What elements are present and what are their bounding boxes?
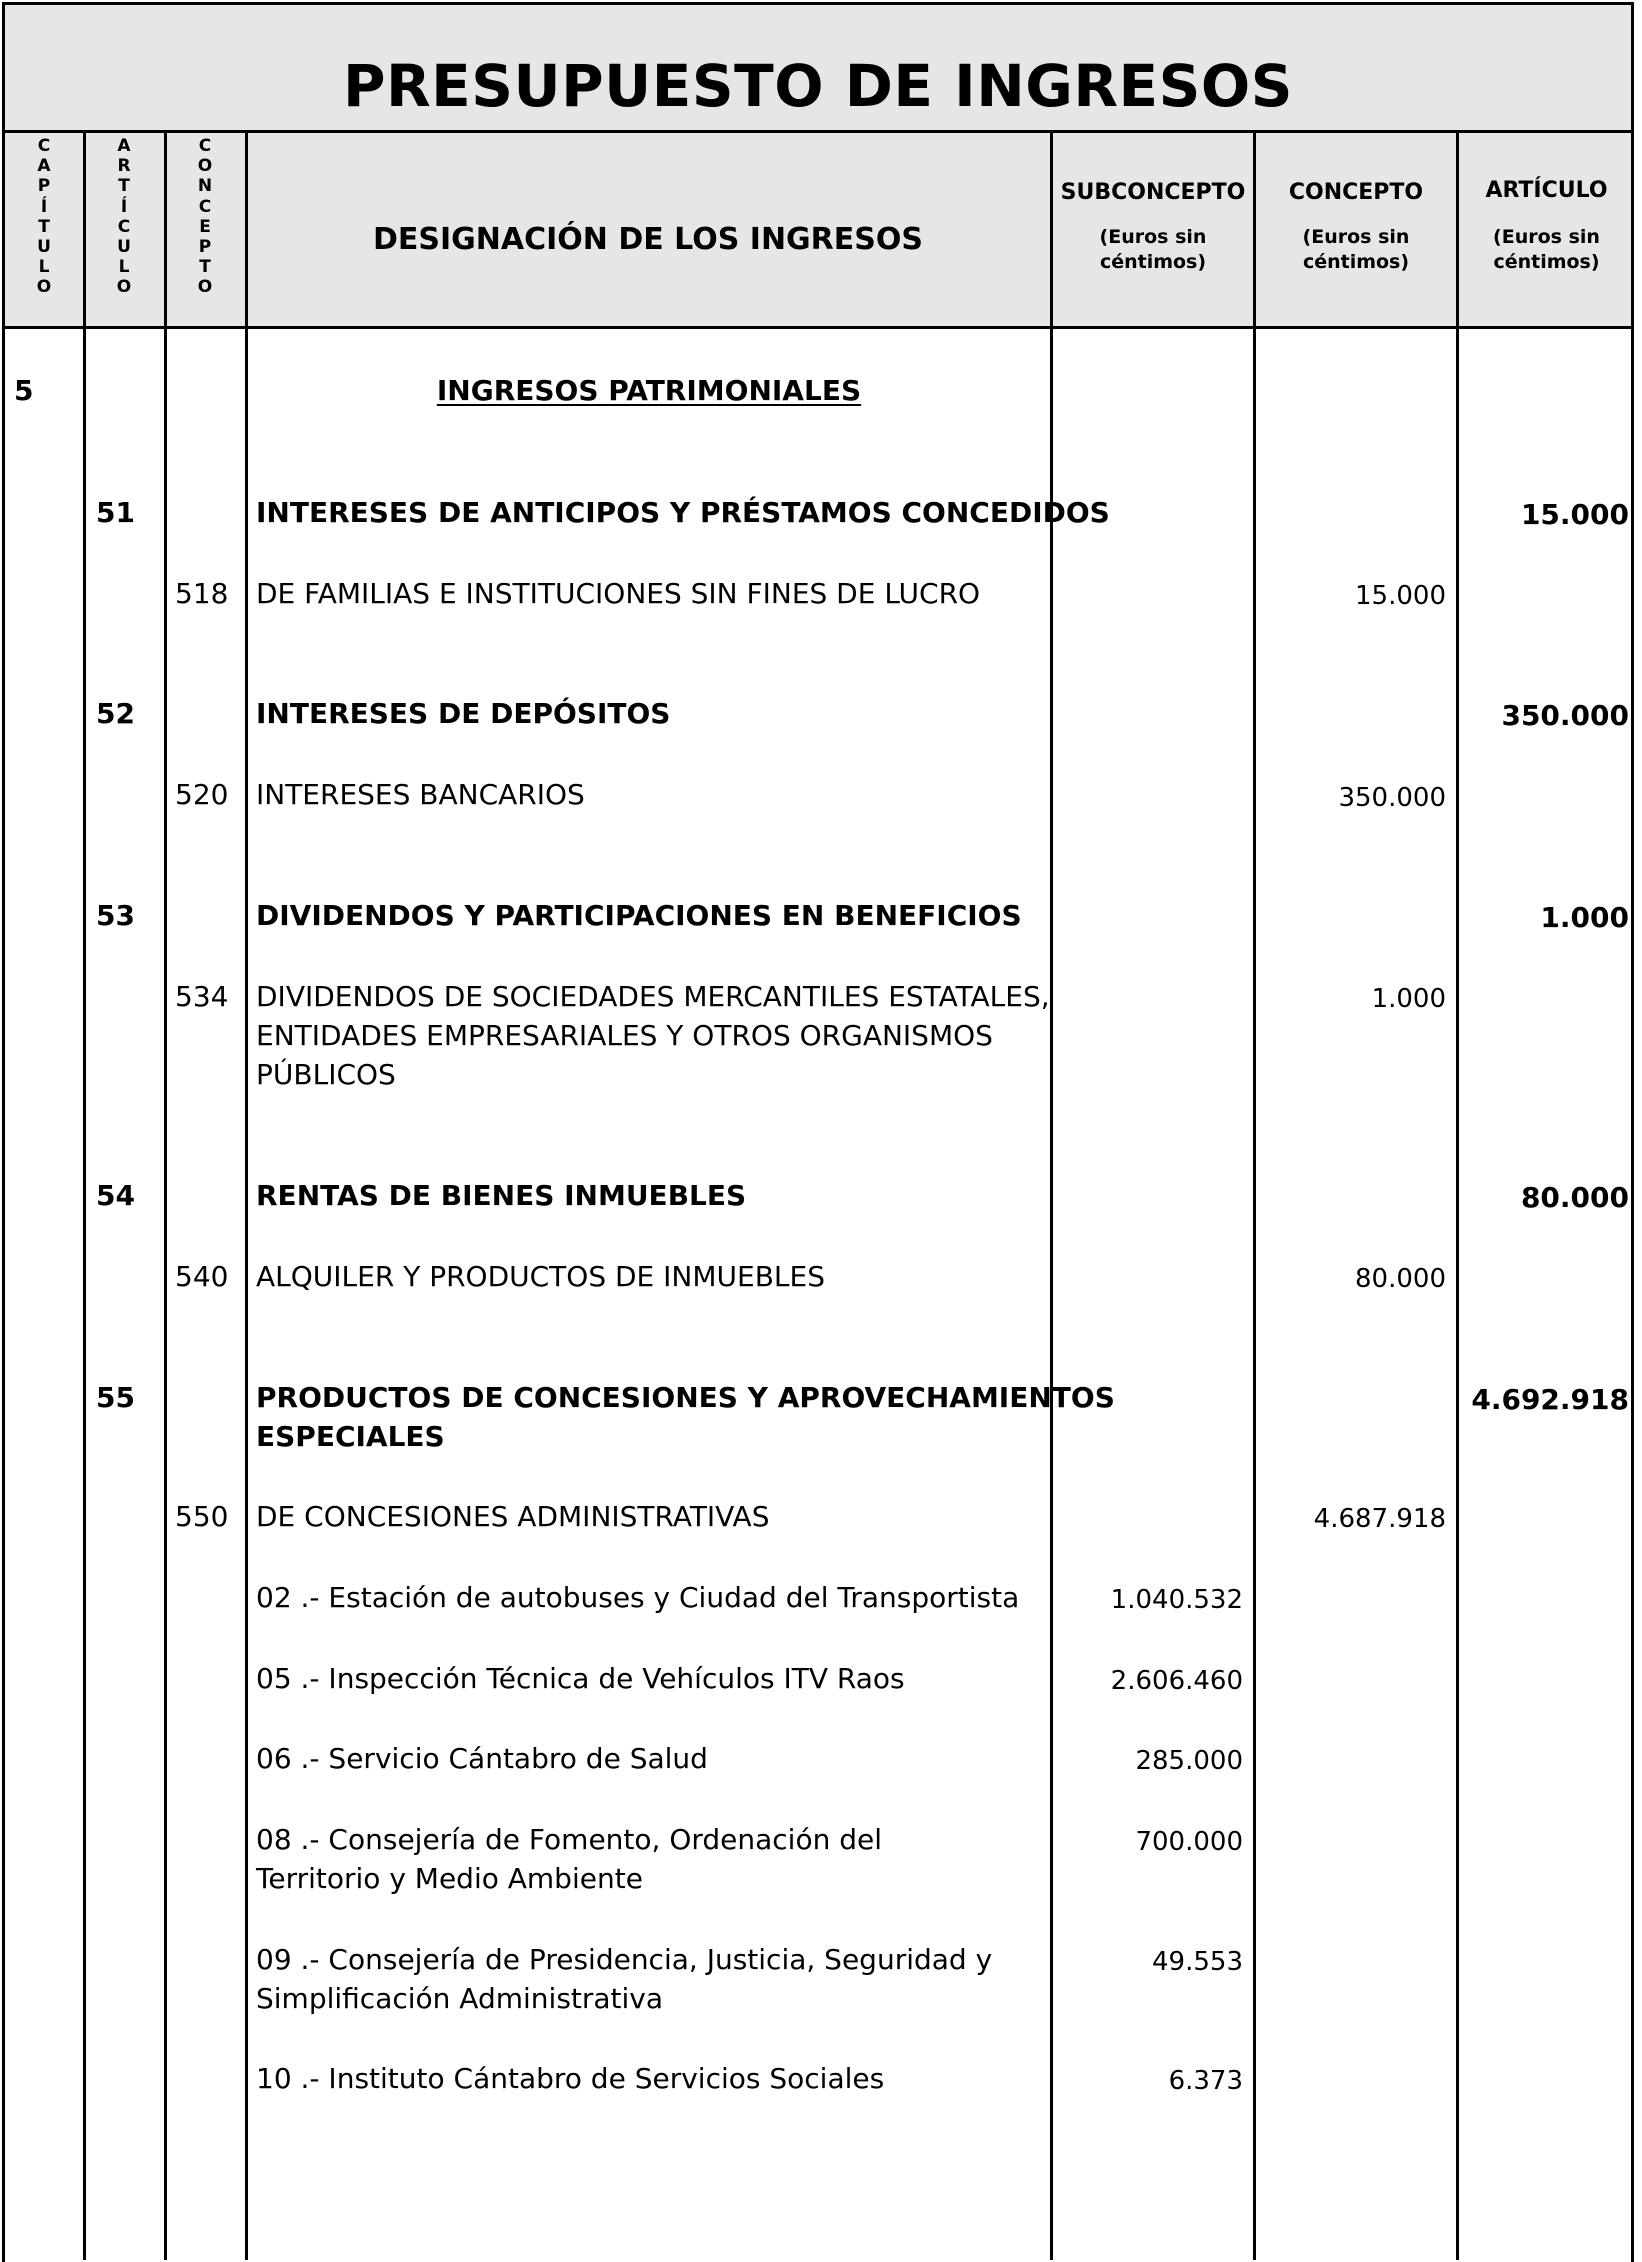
concepto-code: 534	[175, 980, 229, 1013]
concepto-code: 518	[175, 577, 229, 610]
articulo-code: 52	[96, 697, 135, 730]
designacion-text: ALQUILER Y PRODUCTOS DE INMUEBLES	[256, 1260, 825, 1293]
designacion-line: ENTIDADES EMPRESARIALES Y OTROS ORGANISMOS	[256, 1019, 993, 1052]
importe-concepto: 15.000	[1355, 581, 1446, 611]
subconcepto-text: 02 .- Estación de autobuses y Ciudad del Transportista	[256, 1581, 1020, 1614]
page-title: PRESUPUESTO DE INGRESOS	[342, 52, 1294, 120]
subconcepto-text: 05 .- Inspección Técnica de Vehículos ITV Raos	[256, 1662, 905, 1695]
designacion-text: INTERESES BANCARIOS	[256, 778, 585, 811]
importe-subconcepto: 6.373	[1168, 2066, 1243, 2096]
importe-subconcepto: 700.000	[1135, 1827, 1243, 1857]
importe-subconcepto: 49.553	[1152, 1947, 1243, 1977]
designacion-text: INTERESES DE ANTICIPOS Y PRÉSTAMOS CONCEDIDOS	[256, 496, 1110, 529]
importe-subconcepto: 2.606.460	[1110, 1666, 1243, 1696]
importe-articulo: 350.000	[1501, 699, 1629, 732]
articulo-code: 55	[96, 1381, 135, 1414]
designacion-line: PRODUCTOS DE CONCESIONES Y APROVECHAMIENTOS	[256, 1381, 1115, 1414]
concepto-code: 520	[175, 778, 229, 811]
chapter-title: INGRESOS PATRIMONIALES	[436, 374, 862, 407]
articulo-code: 53	[96, 899, 135, 932]
importe-concepto: 80.000	[1355, 1264, 1446, 1294]
header-subconcepto: SUBCONCEPTO (Euros sin céntimos)	[1060, 180, 1246, 273]
designacion-text: DE CONCESIONES ADMINISTRATIVAS	[256, 1500, 770, 1533]
subconcepto-line: 09 .- Consejería de Presidencia, Justicia, Seguridad y	[256, 1943, 993, 1976]
subconcepto-line: Territorio y Medio Ambiente	[256, 1862, 643, 1895]
designacion-text: DE FAMILIAS E INSTITUCIONES SIN FINES DE LUCRO	[256, 577, 981, 610]
importe-articulo: 80.000	[1520, 1181, 1629, 1214]
designacion-line: DIVIDENDOS DE SOCIEDADES MERCANTILES ESTATALES,	[256, 980, 1050, 1013]
importe-articulo: 4.692.918	[1471, 1383, 1629, 1416]
importe-concepto: 4.687.918	[1313, 1504, 1446, 1534]
header-concepto-code: C O N C E P T O	[197, 136, 213, 298]
importe-articulo: 1.000	[1540, 901, 1629, 934]
concepto-code: 540	[175, 1260, 229, 1293]
subconcepto-text: 10 .- Instituto Cántabro de Servicios Sociales	[256, 2062, 885, 2095]
importe-concepto: 350.000	[1338, 783, 1446, 813]
col-line-capitulo	[83, 130, 86, 2260]
header-articulo-importe: ARTÍCULO (Euros sin céntimos)	[1485, 178, 1608, 273]
importe-subconcepto: 1.040.532	[1110, 1585, 1243, 1615]
designacion-text: INTERESES DE DEPÓSITOS	[256, 697, 671, 730]
subconcepto-line: Simplificación Administrativa	[256, 1982, 664, 2015]
header-articulo: A R T Í C U L O	[116, 136, 132, 298]
col-line-subconcepto	[1253, 130, 1256, 2260]
col-line-concepto	[245, 130, 248, 2260]
header-designacion: DESIGNACIÓN DE LOS INGRESOS	[373, 222, 923, 257]
concepto-code: 550	[175, 1500, 229, 1533]
importe-subconcepto: 285.000	[1135, 1746, 1243, 1776]
col-line-designacion	[1050, 130, 1053, 2260]
articulo-code: 51	[96, 496, 135, 529]
header-capitulo: C A P Í T U L O	[36, 136, 52, 298]
header-concepto: CONCEPTO (Euros sin céntimos)	[1288, 180, 1424, 273]
designacion-line: PÚBLICOS	[256, 1058, 396, 1091]
designacion-text: DIVIDENDOS Y PARTICIPACIONES EN BENEFICIOS	[256, 899, 1022, 932]
subconcepto-line: 08 .- Consejería de Fomento, Ordenación del	[256, 1823, 883, 1856]
importe-concepto: 1.000	[1371, 984, 1446, 1014]
importe-articulo: 15.000	[1520, 498, 1629, 531]
articulo-code: 54	[96, 1179, 135, 1212]
subconcepto-text: 06 .- Servicio Cántabro de Salud	[256, 1742, 708, 1775]
chapter-code: 5	[14, 374, 34, 407]
col-line-articulo	[164, 130, 167, 2260]
designacion-text: RENTAS DE BIENES INMUEBLES	[256, 1179, 747, 1212]
designacion-line: ESPECIALES	[256, 1420, 445, 1453]
